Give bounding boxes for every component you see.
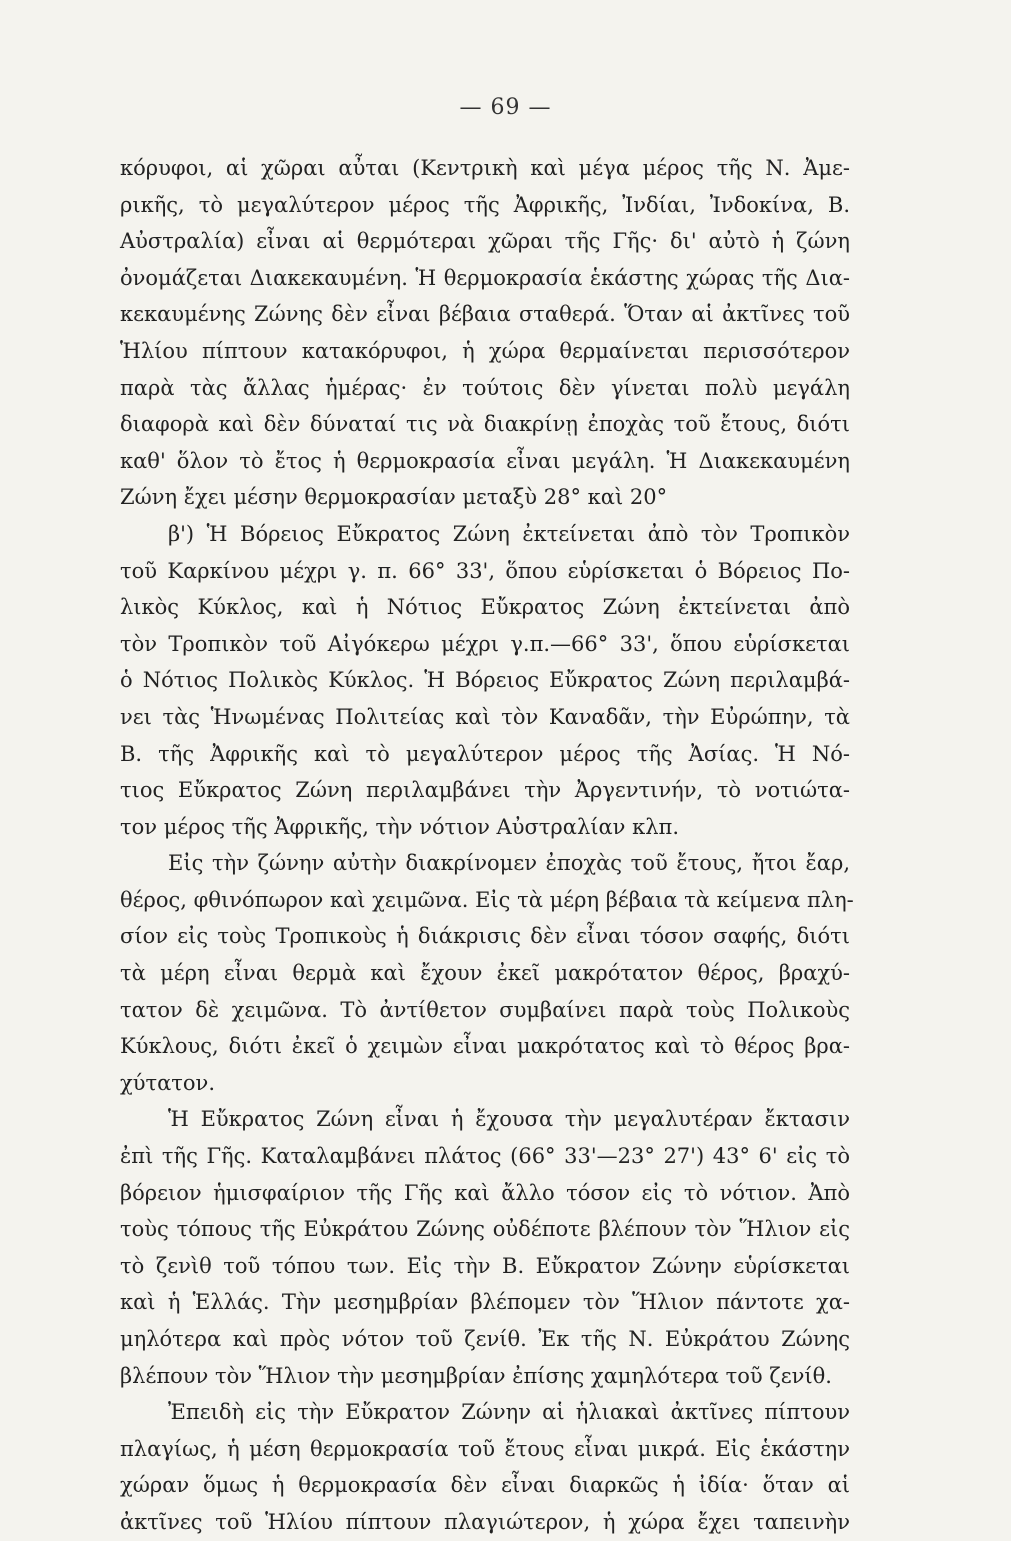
text-line: Ἡλίου πίπτουν κατακόρυφοι, ἡ χώρα θερμαίνεται περισσότερον	[120, 338, 850, 363]
text-line: βόρειον ἡμισφαίριον τῆς Γῆς καὶ ἄλλο τόσον εἰς τὸ νότιον. Ἀπὸ	[120, 1180, 850, 1205]
text-line: χύτατον.	[120, 1070, 215, 1095]
text-line: τον μέρος τῆς Ἀφρικῆς, τὴν νότιον Αὐστραλίαν κλπ.	[120, 814, 680, 839]
text-line: τοῦ Καρκίνου μέχρι γ. π. 66° 33', ὅπου εὑρίσκεται ὁ Βόρειος Πο-	[120, 558, 850, 583]
text-line: χώραν ὅμως ἡ θερμοκρασία δὲν εἶναι διαρκῶς ἡ ἰδία· ὅταν αἱ	[120, 1473, 850, 1498]
text-line: καθ' ὅλον τὸ ἔτος ἡ θερμοκρασία εἶναι μεγάλη. Ἡ Διακεκαυμένη	[120, 448, 850, 473]
text-line: παρὰ τὰς ἄλλας ἡμέρας· ἐν τούτοις δὲν γίνεται πολὺ μεγάλη	[120, 375, 850, 400]
text-line: πλαγίως, ἡ μέση θερμοκρασία τοῦ ἔτους εἶναι μικρά. Εἰς ἑκάστην	[120, 1436, 850, 1461]
text-line: ὀνομάζεται Διακεκαυμένη. Ἡ θερμοκρασία ἑκάστης χώρας τῆς Δια-	[120, 265, 850, 290]
text-line: λικὸς Κύκλος, καὶ ἡ Νότιος Εὔκρατος Ζώνη ἐκτείνεται ἀπὸ	[120, 595, 850, 620]
text-line: Ἐπειδὴ εἰς τὴν Εὔκρατον Ζώνην αἱ ἡλιακαὶ ἀκτῖνες πίπτουν	[168, 1400, 850, 1425]
text-line: διαφορὰ καὶ δὲν δύναταί τις νὰ διακρίνῃ ἐποχὰς τοῦ ἔτους, διότι	[120, 412, 850, 437]
text-line: ἀκτῖνες τοῦ Ἡλίου πίπτουν πλαγιώτερον, ἡ χώρα ἔχει ταπεινὴν	[120, 1509, 850, 1534]
text-line: Εἰς τὴν ζώνην αὐτὴν διακρίνομεν ἐποχὰς τοῦ ἔτους, ἤτοι ἔαρ,	[168, 851, 850, 876]
text-line: κεκαυμένης Ζώνης δὲν εἶναι βέβαια σταθερά. Ὅταν αἱ ἀκτῖνες τοῦ	[120, 302, 850, 327]
page-number: — 69 —	[459, 95, 552, 120]
text-line: σίον εἰς τοὺς Τροπικοὺς ἡ διάκρισις δὲν εἶναι τόσον σαφής, διότι	[120, 924, 850, 949]
text-line: Ἡ Εὔκρατος Ζώνη εἶναι ἡ ἔχουσα τὴν μεγαλυτέραν ἔκτασιν	[168, 1107, 850, 1132]
text-line: τὸν Τροπικὸν τοῦ Αἰγόκερω μέχρι γ.π.—66° 33', ὅπου εὑρίσκεται	[120, 631, 850, 656]
text-line: Αὐστραλία) εἶναι αἱ θερμότεραι χῶραι τῆς Γῆς· δι' αὐτὸ ἡ ζώνη	[120, 229, 850, 254]
text-line: καὶ ἡ Ἑλλάς. Τὴν μεσημβρίαν βλέπομεν τὸν Ἥλιον πάντοτε χα-	[120, 1290, 850, 1315]
text-line: θέρος, φθινόπωρον καὶ χειμῶνα. Εἰς τὰ μέρη βέβαια τὰ κείμενα πλη-	[120, 887, 854, 912]
text-line: β') Ἡ Βόρειος Εὔκρατος Ζώνη ἐκτείνεται ἀπὸ τὸν Τροπικὸν	[168, 521, 850, 546]
text-line: κόρυφοι, αἱ χῶραι αὖται (Κεντρικὴ καὶ μέγα μέρος τῆς Ν. Ἀμε-	[120, 156, 850, 180]
text-line: βλέπουν τὸν Ἥλιον τὴν μεσημβρίαν ἐπίσης χαμηλότερα τοῦ ζενίθ.	[120, 1363, 832, 1388]
text-line: ἐπὶ τῆς Γῆς. Καταλαμβάνει πλάτος (66° 33'—23° 27') 43° 6' εἰς τὸ	[120, 1144, 850, 1169]
text-line: τοὺς τόπους τῆς Εὐκράτου Ζώνης οὐδέποτε βλέπουν τὸν Ἥλιον εἰς	[120, 1217, 850, 1242]
text-line: τιος Εὔκρατος Ζώνη περιλαμβάνει τὴν Ἀργεντινήν, τὸ νοτιώτα-	[120, 778, 850, 803]
text-line: μηλότερα καὶ πρὸς νότον τοῦ ζενίθ. Ἐκ τῆς Ν. Εὐκράτου Ζώνης	[120, 1327, 850, 1351]
text-line: τατον δὲ χειμῶνα. Τὸ ἀντίθετον συμβαίνει παρὰ τοὺς Πολικοὺς	[120, 997, 850, 1022]
text-line: τὰ μέρη εἶναι θερμὰ καὶ ἔχουν ἐκεῖ μακρότατον θέρος, βραχύ-	[120, 961, 850, 986]
text-line: τὸ ζενὶθ τοῦ τόπου των. Εἰς τὴν Β. Εὔκρατον Ζώνην εὑρίσκεται	[120, 1253, 850, 1278]
body-text	[120, 150, 854, 1541]
text-line: ὁ Νότιος Πολικὸς Κύκλος. Ἡ Βόρειος Εὔκρατος Ζώνη περιλαμβά-	[120, 668, 850, 693]
text-line: ρικῆς, τὸ μεγαλύτερον μέρος τῆς Ἀφρικῆς, Ἰνδίαι, Ἰνδοκίνα, Β.	[120, 192, 850, 217]
text-line: νει τὰς Ἡνωμένας Πολιτείας καὶ τὸν Καναδᾶν, τὴν Εὐρώπην, τὰ	[120, 704, 850, 729]
text-line: Ζώνη ἔχει μέσην θερμοκρασίαν μεταξὺ 28° καὶ 20°	[120, 485, 668, 510]
text-line: Κύκλους, διότι ἐκεῖ ὁ χειμὼν εἶναι μακρότατος καὶ τὸ θέρος βρα-	[120, 1034, 850, 1059]
text-line: Β. τῆς Ἀφρικῆς καὶ τὸ μεγαλύτερον μέρος τῆς Ἀσίας. Ἡ Νό-	[120, 741, 850, 766]
